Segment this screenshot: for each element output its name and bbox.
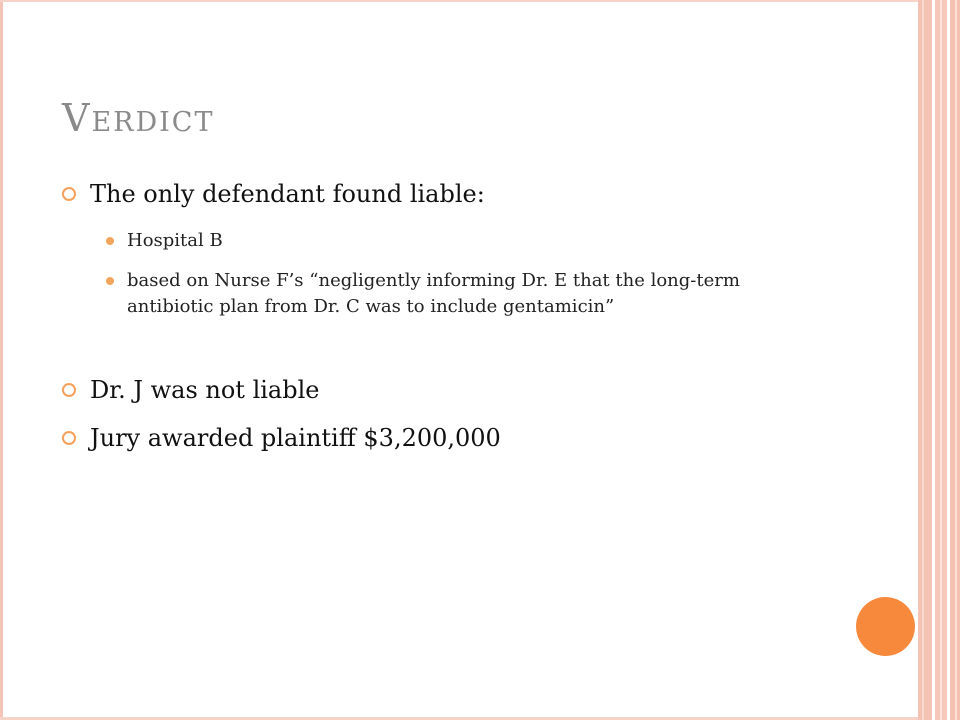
bullet-text: The only defendant found liable: <box>90 180 485 208</box>
hollow-bullet-icon <box>62 187 76 201</box>
left-border <box>0 0 3 720</box>
slide-title: Verdict <box>62 96 215 140</box>
decorative-stripe <box>940 0 942 720</box>
bullet-text: Jury awarded plaintiff $3,200,000 <box>90 424 501 452</box>
decorative-stripe <box>918 0 932 720</box>
hollow-bullet-icon <box>62 383 76 397</box>
decorative-stripe <box>922 0 924 720</box>
decorative-circle-icon <box>856 597 915 656</box>
dot-bullet-icon <box>106 277 114 285</box>
bullet-text: Dr. J was not liable <box>90 376 320 404</box>
hollow-bullet-icon <box>62 431 76 445</box>
decorative-stripe <box>955 0 957 720</box>
top-border <box>0 0 918 2</box>
sub-bullet-text: Hospital B <box>127 230 223 251</box>
sub-bullet-text: based on Nurse F’s “negligently informing Dr. E that the long-term antibiotic plan from Dr. C was to include gentamicin” <box>127 270 740 317</box>
dot-bullet-icon <box>106 237 114 245</box>
